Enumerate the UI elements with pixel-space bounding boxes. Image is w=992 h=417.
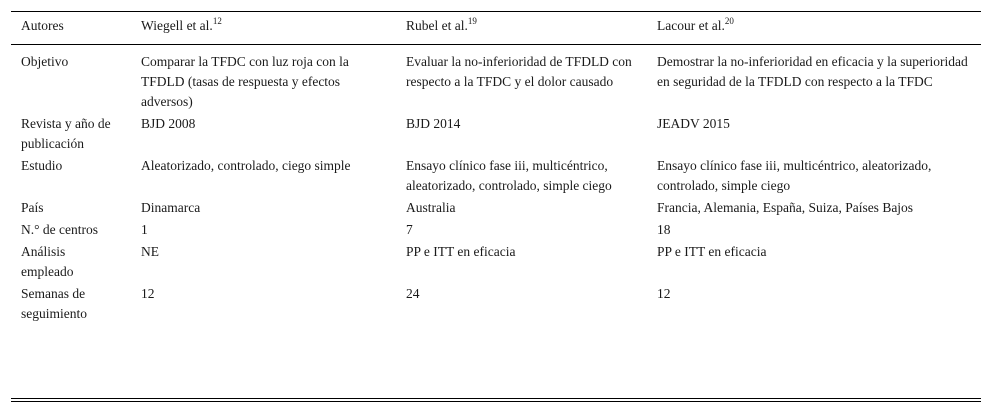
table-row-analisis bbox=[11, 241, 981, 283]
reference-superscript: 19 bbox=[467, 15, 477, 26]
table-bottom-rule-double bbox=[11, 401, 981, 402]
header-label: Lacour et al. bbox=[657, 18, 725, 33]
row-label: Revista y año de publicación bbox=[21, 116, 111, 151]
table-row-centros bbox=[11, 219, 981, 241]
table-cell: 1 bbox=[141, 222, 148, 237]
reference-superscript: 12 bbox=[212, 15, 222, 26]
table-cell: Australia bbox=[406, 200, 456, 215]
table-cell: PP e ITT en eficacia bbox=[657, 244, 767, 259]
row-label: Objetivo bbox=[21, 54, 69, 69]
table-cell: Francia, Alemania, España, Suiza, Países Bajos bbox=[657, 200, 914, 215]
row-label: Análisis empleado bbox=[21, 244, 74, 279]
table-row-estudio bbox=[11, 155, 981, 197]
header-label: Wiegell et al. bbox=[141, 18, 213, 33]
comparison-table bbox=[11, 11, 981, 325]
table-cell: 12 bbox=[657, 286, 671, 301]
table-cell: Demostrar la no-inferioridad en eficacia y la superioridad en seguridad de la TFDLD con respecto a la TFDC bbox=[657, 54, 968, 89]
table-cell: Evaluar la no-inferioridad de TFDLD con respecto a la TFDC y el dolor causado bbox=[406, 54, 632, 89]
row-label: País bbox=[21, 200, 44, 215]
header-label: Rubel et al. bbox=[406, 18, 468, 33]
table-row-revista bbox=[11, 113, 981, 155]
row-label: N.° de centros bbox=[21, 222, 98, 237]
table-cell: Comparar la TFDC con luz roja con la TFDLD (tasas de respuesta y efectos adversos) bbox=[141, 54, 349, 109]
table-cell: 12 bbox=[141, 286, 155, 301]
reference-superscript: 20 bbox=[724, 15, 734, 26]
header-wiegell bbox=[131, 12, 396, 45]
header-rubel bbox=[396, 12, 647, 45]
table-cell: BJD 2014 bbox=[406, 116, 461, 131]
row-label: Estudio bbox=[21, 158, 63, 173]
header-lacour bbox=[647, 12, 981, 45]
table-bottom-rule bbox=[11, 398, 981, 399]
table-cell: 7 bbox=[406, 222, 413, 237]
table-cell: 24 bbox=[406, 286, 420, 301]
table-cell: NE bbox=[141, 244, 159, 259]
table-cell: Ensayo clínico fase iii, multicéntrico, aleatorizado, controlado, simple ciego bbox=[406, 158, 612, 193]
header-label: Autores bbox=[21, 18, 64, 33]
table-cell: Aleatorizado, controlado, ciego simple bbox=[141, 158, 351, 173]
table-row-pais bbox=[11, 197, 981, 219]
table-cell: Dinamarca bbox=[141, 200, 201, 215]
table-cell: 18 bbox=[657, 222, 671, 237]
table-cell: JEADV 2015 bbox=[657, 116, 730, 131]
table-header-row bbox=[11, 12, 981, 45]
table-row-objetivo bbox=[11, 45, 981, 114]
table-cell: PP e ITT en eficacia bbox=[406, 244, 516, 259]
table-cell: BJD 2008 bbox=[141, 116, 196, 131]
table-cell: Ensayo clínico fase iii, multicéntrico, aleatorizado, controlado, simple ciego bbox=[657, 158, 932, 193]
row-label: Semanas de seguimiento bbox=[21, 286, 87, 321]
table-row-semanas bbox=[11, 283, 981, 325]
header-autores bbox=[11, 12, 131, 45]
